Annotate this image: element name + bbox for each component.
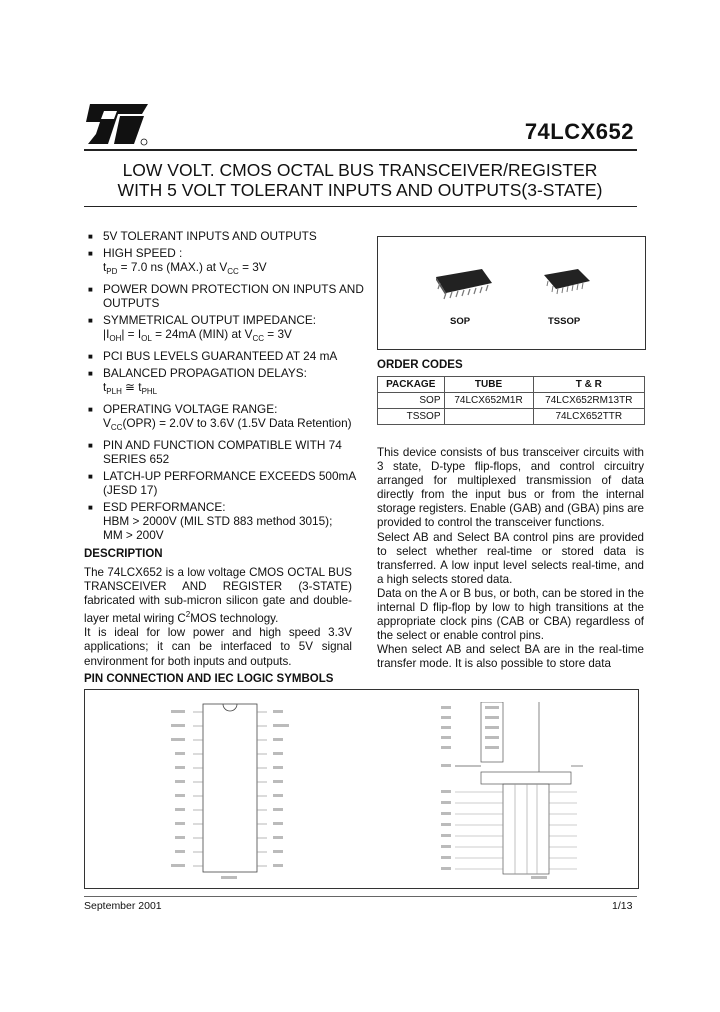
list-item: ■ HIGH SPEED : $t_{PD} = 7.0$ ns (MAX.) at $V_{CC} = 3V$: [88, 246, 267, 276]
part-number: 74LCX652: [524, 119, 634, 144]
figure-box: [84, 689, 639, 889]
description-right-text: This device consists of bus transceiver circuits with 3 state, D-type flip-flops, and control circuitry arranged for multiplexed transmission of data directly from the input bus or from the internal storage registers. Enable (GAB) and (GBA) pins are provided to control the transceiver functions. Select AB and Select BA control pins are provided to select whether real-time or stored data is transferred. A low input level selects real-time, and a high selects stored data. Data on the A or B bus, or both, can be stored in the internal D flip-flop by low to high transitions at the appropriate clock pins (CAB or CBA) regardless of the select or enable control pins. When select AB and select BA are in the real-time transfer mode. It is also possible to store data: [377, 446, 644, 671]
bullet-icon: ■: [88, 232, 93, 241]
list-item: ■ POWER DOWN PROTECTION ON INPUTS AND OUTPUTS: [88, 282, 364, 310]
list-item: ■ SYMMETRICAL OUTPUT IMPEDANCE: $|I_{OH}| = I_{OL} = 24mA$ (MIN) at $V_{CC} = 3V$: [88, 313, 317, 343]
pin-connection-diagram: [165, 702, 295, 880]
list-item: ■ ESD PERFORMANCE: HBM > 2000V (MIL STD 883 method 3015); MM > 200V: [88, 500, 333, 542]
table-row: TSSOP 74LCX652TTR: [378, 409, 645, 425]
bullet-icon: ■: [88, 285, 93, 294]
list-item: ■ PIN AND FUNCTION COMPATIBLE WITH 74 SERIES 652: [88, 438, 342, 466]
column-header: PACKAGE: [378, 377, 445, 393]
iec-logic-symbol: [441, 702, 586, 882]
header-rule: [84, 149, 637, 151]
page-number: 1/13: [612, 900, 633, 912]
tssop-package-image: [538, 265, 596, 301]
title-rule: [84, 206, 637, 207]
list-item: ■ LATCH-UP PERFORMANCE EXCEEDS 500mA (JESD 17): [88, 469, 356, 497]
figure-heading: PIN CONNECTION AND IEC LOGIC SYMBOLS: [84, 673, 334, 685]
feature-list: [84, 229, 364, 545]
bullet-icon: ■: [88, 316, 93, 325]
package-images: [377, 236, 646, 350]
table-row: SOP 74LCX652M1R 74LCX652RM13TR: [378, 393, 645, 409]
description-heading: DESCRIPTION: [84, 548, 163, 560]
list-item: ■ BALANCED PROPAGATION DELAYS: $t_{PLH}$ ≅ $t_{PHL}$: [88, 366, 307, 396]
title-line-2: WITH 5 VOLT TOLERANT INPUTS AND OUTPUTS(3-STATE): [117, 180, 603, 200]
document-title: [84, 160, 636, 200]
title-line-1: LOW VOLT. CMOS OCTAL BUS TRANSCEIVER/REGISTER: [122, 160, 598, 180]
bullet-icon: ■: [88, 503, 93, 512]
list-item: ■ 5V TOLERANT INPUTS AND OUTPUTS: [88, 229, 317, 243]
tssop-label: TSSOP: [548, 316, 581, 327]
column-header: TUBE: [444, 377, 533, 393]
sop-package-image: [428, 263, 498, 303]
bullet-icon: ■: [88, 352, 93, 361]
order-codes-table: [377, 376, 645, 425]
list-item: ■ OPERATING VOLTAGE RANGE: $V_{CC}(OPR) = 2.0V$ to 3.6V (1.5V Data Retention): [88, 402, 352, 432]
footer-date: September 2001: [84, 900, 162, 912]
description-text: The 74LCX652 is a low voltage CMOS OCTAL BUS TRANSCEIVER AND REGISTER (3-STATE) fabricated with sub-micron silicon gate and double-layer metal wiring $C^2MOS$ technology. It is ideal for low power and high speed 3.3V applications; it can be interfaced to 5V signal environment for both inputs and outputs.: [84, 566, 352, 668]
bullet-icon: ■: [88, 472, 93, 481]
column-header: T & R: [533, 377, 644, 393]
sop-label: SOP: [450, 316, 471, 327]
st-logo: [84, 102, 150, 146]
list-item: ■ PCI BUS LEVELS GUARANTEED AT 24 mA: [88, 349, 338, 363]
footer-rule: [84, 896, 637, 897]
bullet-icon: ■: [88, 369, 93, 378]
bullet-icon: ■: [88, 249, 93, 258]
bullet-icon: ■: [88, 405, 93, 414]
order-codes-heading: ORDER CODES: [377, 359, 463, 371]
bullet-icon: ■: [88, 441, 93, 450]
table-header-row: [378, 377, 645, 393]
